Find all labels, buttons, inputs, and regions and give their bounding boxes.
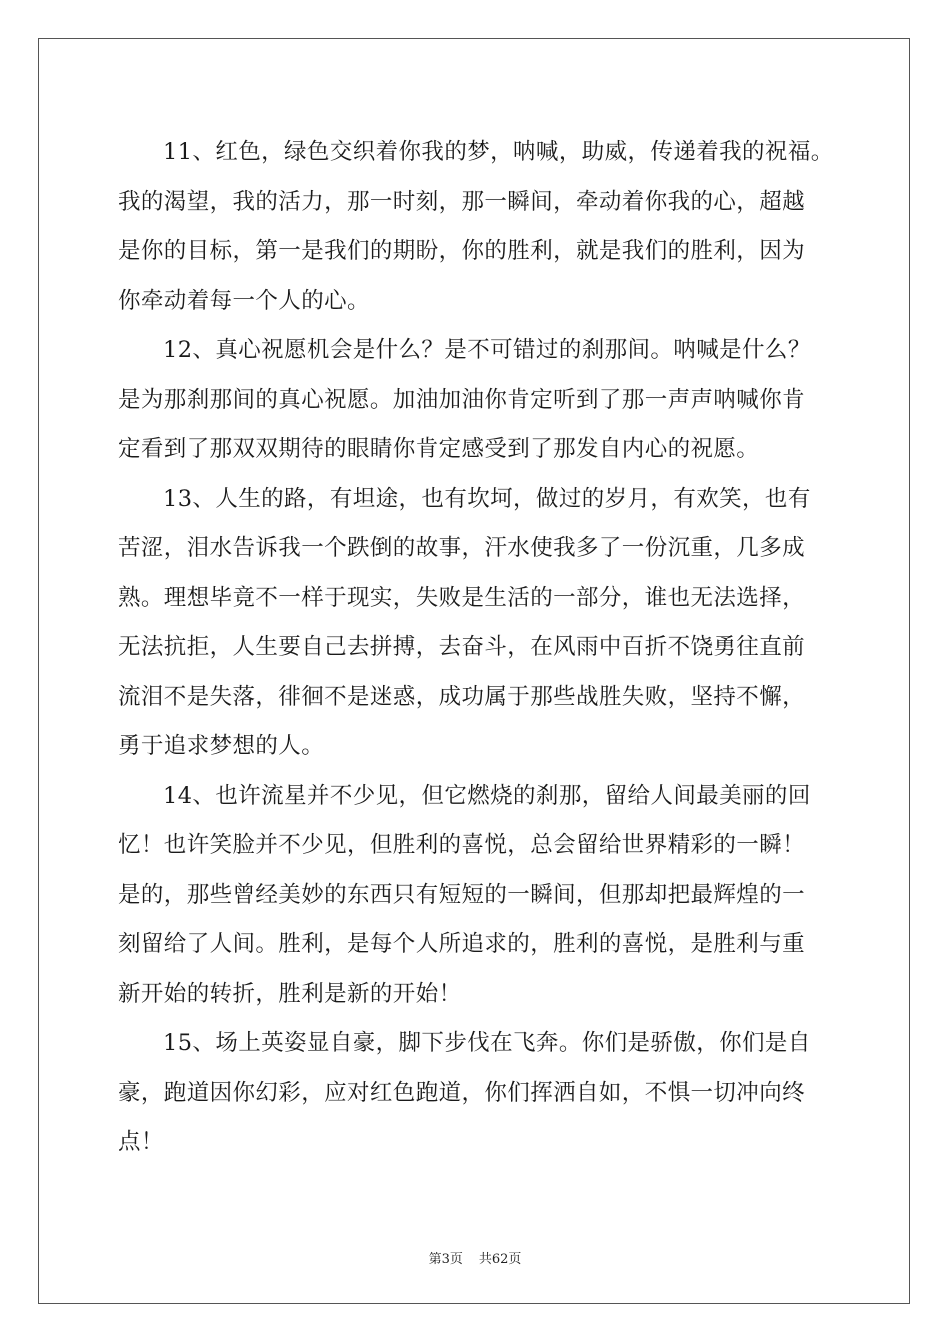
paragraph-13 [118,475,834,772]
text-line: 苦涩，泪水告诉我一个跌倒的故事，汗水使我多了一份沉重，几多成 [118,535,806,561]
text-line: 是你的目标，第一是我们的期盼，你的胜利，就是我们的胜利，因为 [118,238,806,264]
text-line: 刻留给了人间。胜利，是每个人所追求的，胜利的喜悦，是胜利与重 [118,931,806,957]
text-line: 14、也许流星并不少见，但它燃烧的刹那，留给人间最美丽的回 [163,782,811,809]
text-line: 定看到了那双双期待的眼睛你肯定感受到了那发自内心的祝愿。 [118,436,760,462]
page-number: 第3页 [428,1252,463,1267]
text-line: 勇于追求梦想的人。 [118,733,325,759]
text-line: 是的，那些曾经美妙的东西只有短短的一瞬间，但那却把最辉煌的一 [118,881,806,908]
text-line: 豪，跑道因你幻彩，应对红色跑道，你们挥洒自如，不惧一切冲向终 [118,1079,806,1106]
page-total: 共62页 [478,1252,522,1267]
text-line: 新开始的转折，胜利是新的开始！ [118,980,462,1007]
text-line: 是为那刹那间的真心祝愿。加油加油你肯定听到了那一声声呐喊你肯 [118,386,806,413]
paragraph-12 [118,326,834,475]
text-line: 12、真心祝愿机会是什么？是不可错过的刹那间。呐喊是什么？ [163,337,811,363]
text-line: 15、场上英姿显自豪，脚下步伐在飞奔。你们是骄傲，你们是自 [163,1030,811,1056]
text-line: 流泪不是失落，徘徊不是迷惑，成功属于那些战胜失败，坚持不懈， [118,683,806,710]
text-line: 你牵动着每一个人的心。 [118,287,370,314]
page-footer [0,1248,950,1267]
text-line: 忆！也许笑脸并不少见，但胜利的喜悦，总会留给世界精彩的一瞬！ [118,832,806,858]
text-line: 13、人生的路，有坦途，也有坎坷，做过的岁月，有欢笑，也有 [163,485,811,512]
text-line: 11、红色，绿色交织着你我的梦，呐喊，助威，传递着我的祝福。 [163,139,834,165]
text-line: 无法抗拒，人生要自己去拼搏，去奋斗，在风雨中百折不饶勇往直前 [118,634,806,660]
paragraph-14 [118,772,834,1020]
paragraph-11 [118,128,834,326]
text-line: 熟。理想毕竟不一样于现实，失败是生活的一部分，谁也无法选择， [118,584,806,611]
document-body [118,128,834,1168]
text-line: 点！ [118,1129,164,1155]
text-line: 我的渴望，我的活力，那一时刻，那一瞬间，牵动着你我的心，超越 [118,188,806,215]
paragraph-15 [118,1019,834,1168]
